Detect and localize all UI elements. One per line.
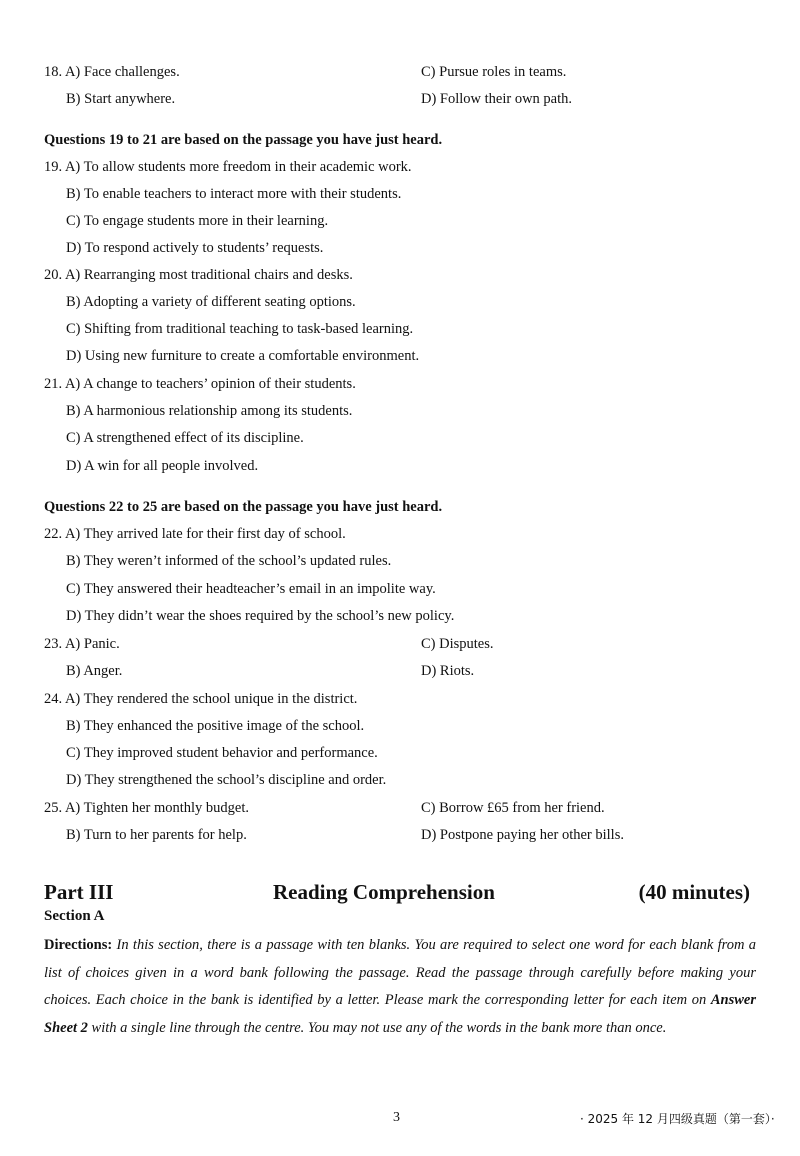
q18-option-d: D) Follow their own path. (421, 91, 573, 107)
q18-option-c: C) Pursue roles in teams. (421, 64, 567, 80)
q23-option-b: B) Anger. (66, 663, 123, 679)
q21-option-d: D) A win for all people involved. (66, 458, 259, 474)
q23-option-c: C) Disputes. (421, 636, 494, 652)
q19-option-b: B) To enable teachers to interact more with their students. (66, 186, 402, 202)
q22-option-a: 22. A) They arrived late for their first day of school. (44, 526, 346, 542)
exam-tag: · 2025 年 12 月四级真题（第一套）· (580, 1112, 775, 1126)
q18-option-a: 18. A) Face challenges. (44, 64, 180, 80)
part-header (44, 880, 750, 908)
q20-option-a: 20. A) Rearranging most traditional chairs and desks. (44, 267, 353, 283)
section-label: Section A (44, 908, 105, 924)
heading-questions-19-21: Questions 19 to 21 are based on the passage you have just heard. (44, 132, 443, 148)
q22-option-c: C) They answered their headteacher’s email in an impolite way. (66, 581, 436, 597)
q21-option-c: C) A strengthened effect of its discipline. (66, 430, 304, 446)
part-title: Reading Comprehension (273, 880, 495, 904)
q18-option-b: B) Start anywhere. (66, 91, 176, 107)
q20-option-d: D) Using new furniture to create a comfortable environment. (66, 348, 420, 364)
q20-option-c: C) Shifting from traditional teaching to task-based learning. (66, 321, 414, 337)
q23-option-a: 23. A) Panic. (44, 636, 120, 652)
directions-paragraph (44, 932, 756, 1042)
q24-option-d: D) They strengthened the school’s discipline and order. (66, 772, 387, 788)
q19-option-a: 19. A) To allow students more freedom in their academic work. (44, 159, 412, 175)
q22-option-d: D) They didn’t wear the shoes required by the school’s new policy. (66, 608, 455, 624)
q25-option-d: D) Postpone paying her other bills. (421, 827, 624, 843)
q21-option-b: B) A harmonious relationship among its students. (66, 403, 353, 419)
directions-text-1: In this section, there is a passage with ten blanks. You are required to select one word for each blank from a list of choices given in a word bank following the passage. Read the passage through carefully before making your choices. Each choice in the bank is identified by a letter. Please mark the corresponding letter for each item on (44, 937, 756, 1009)
q21-option-a: 21. A) A change to teachers’ opinion of their students. (44, 376, 356, 392)
heading-questions-22-25: Questions 22 to 25 are based on the passage you have just heard. (44, 499, 443, 515)
q25-option-b: B) Turn to her parents for help. (66, 827, 247, 843)
q25-option-c: C) Borrow £65 from her friend. (421, 800, 605, 816)
part-time: (40 minutes) (638, 880, 750, 904)
q24-option-c: C) They improved student behavior and performance. (66, 745, 378, 761)
q19-option-c: C) To engage students more in their learning. (66, 213, 329, 229)
q19-option-d: D) To respond actively to students’ requests. (66, 240, 324, 256)
directions-answer-sheet: Answer Sheet 2 (44, 992, 756, 1036)
part-label: Part III (44, 880, 114, 904)
q22-option-b: B) They weren’t informed of the school’s updated rules. (66, 553, 392, 569)
directions-text-2: with a single line through the centre. You may not use any of the words in the bank more than once. (87, 1019, 667, 1036)
q23-option-d: D) Riots. (421, 663, 475, 679)
q24-option-b: B) They enhanced the positive image of the school. (66, 718, 365, 734)
q25-option-a: 25. A) Tighten her monthly budget. (44, 800, 250, 816)
directions-label: Directions: (44, 937, 113, 953)
q24-option-a: 24. A) They rendered the school unique in the district. (44, 691, 358, 707)
page-number: 3 (393, 1110, 400, 1125)
q20-option-b: B) Adopting a variety of different seating options. (66, 294, 356, 310)
